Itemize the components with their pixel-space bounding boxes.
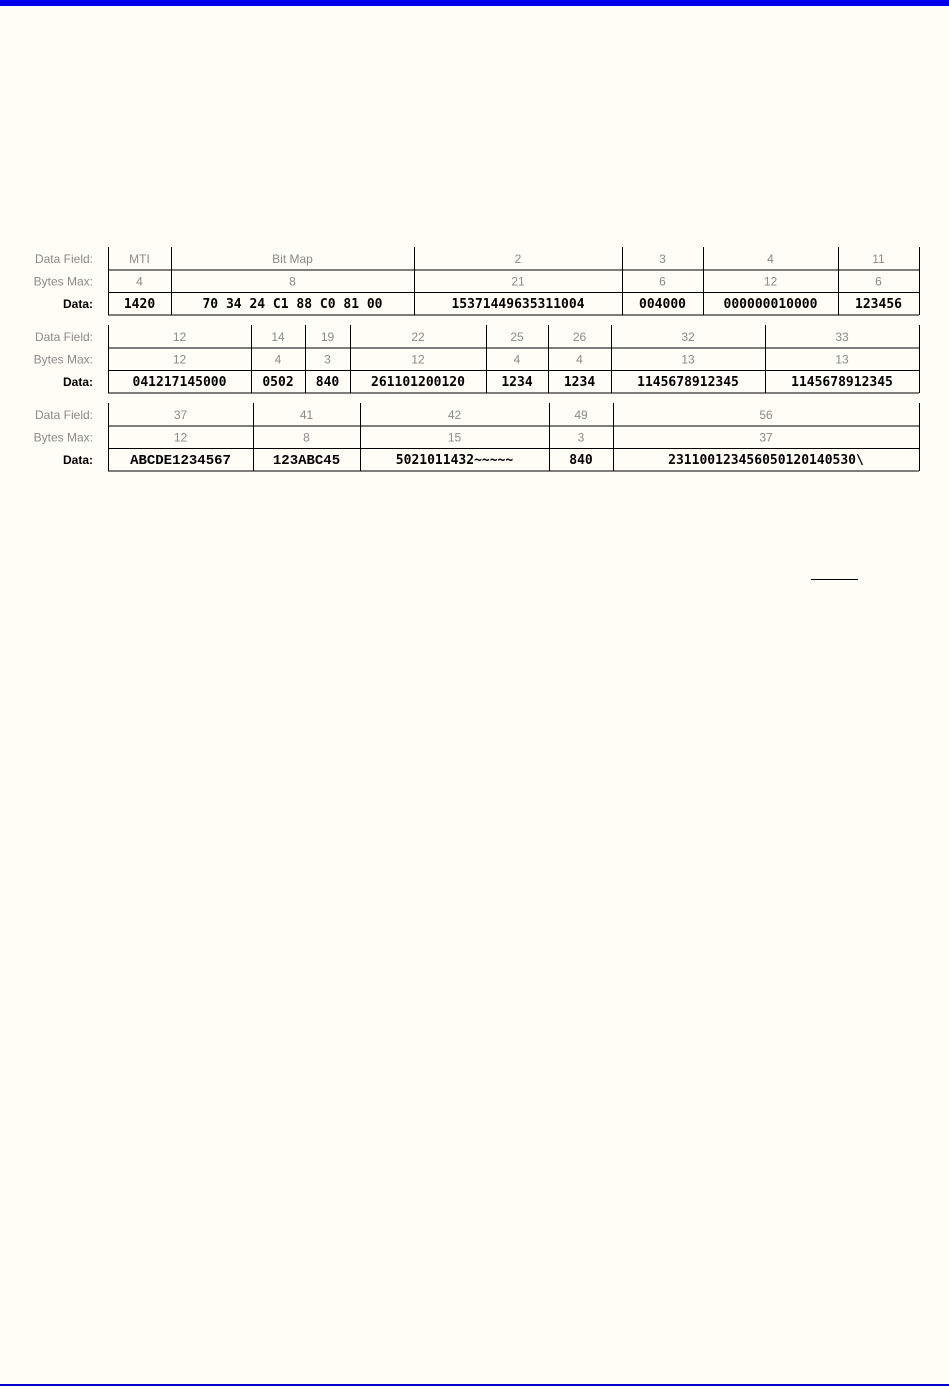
bytes-max-12: 12 — [172, 352, 187, 367]
row-label-data-field: Data Field: — [34, 252, 93, 266]
field-header-bit-map: Bit Map — [272, 252, 313, 266]
bytes-max-49: 3 — [577, 430, 585, 445]
bytes-max-11: 6 — [875, 274, 882, 289]
iso8583-message-figure — [0, 247, 949, 477]
page-bottom-rule — [0, 1384, 949, 1386]
bytes-max-32: 13 — [681, 352, 695, 367]
bytes-max-mti: 4 — [136, 274, 143, 289]
data-value-26: 1234 — [563, 375, 596, 390]
row-label-data: Data: — [62, 453, 93, 467]
data-value-37: ABCDE1234567 — [130, 453, 231, 469]
bytes-max-41: 8 — [303, 430, 310, 445]
field-header-41: 41 — [299, 408, 314, 422]
bytes-max-42: 15 — [447, 430, 462, 445]
field-header-19: 19 — [320, 330, 335, 344]
field-header-33: 33 — [835, 330, 849, 344]
data-value-3: 004000 — [639, 297, 686, 312]
data-value-4: 000000010000 — [723, 297, 818, 312]
field-header-11: 11 — [872, 252, 885, 266]
row-label-data-field: Data Field: — [34, 330, 93, 344]
bytes-max-26: 4 — [576, 352, 583, 367]
field-table-3 — [34, 403, 920, 471]
data-value-33: 1145678912345 — [791, 375, 893, 390]
bytes-max-19: 3 — [324, 352, 331, 367]
data-value-41: 123ABC45 — [272, 453, 341, 469]
field-header-14: 14 — [271, 330, 285, 344]
bytes-max-25: 4 — [513, 352, 521, 367]
field-header-56: 56 — [759, 408, 773, 422]
data-value-32: 1145678912345 — [637, 375, 739, 390]
row-label-bytes-max: Bytes Max: — [33, 274, 93, 289]
field-header-25: 25 — [510, 330, 524, 344]
data-value-14: 0502 — [262, 375, 294, 390]
data-value-mti: 1420 — [123, 297, 156, 312]
field-table-2 — [34, 325, 920, 393]
row-label-data: Data: — [62, 375, 93, 389]
bytes-max-bit-map: 8 — [289, 274, 296, 289]
field-header-12: 12 — [172, 330, 187, 344]
bytes-max-3: 6 — [659, 274, 666, 289]
bytes-max-2: 21 — [511, 274, 525, 289]
message-layout-svg — [0, 247, 949, 477]
field-header-37: 37 — [173, 408, 188, 422]
bytes-max-4: 12 — [763, 274, 778, 289]
row-label-bytes-max: Bytes Max: — [33, 352, 93, 367]
field-header-26: 26 — [572, 330, 587, 344]
field-header-42: 42 — [447, 408, 462, 422]
field-header-32: 32 — [681, 330, 695, 344]
data-value-2: 15371449635311004 — [451, 297, 585, 312]
bytes-max-37: 12 — [173, 430, 188, 445]
row-label-data: Data: — [62, 297, 93, 311]
data-value-56: 231100123456050120140530\ — [668, 453, 864, 468]
link-underline — [811, 579, 858, 580]
field-header-3: 3 — [659, 252, 666, 266]
data-value-22: 261101200120 — [371, 375, 465, 390]
field-header-mti: MTI — [129, 252, 150, 266]
page-top-rule — [0, 0, 949, 6]
field-header-2: 2 — [514, 252, 522, 266]
bytes-max-33: 13 — [835, 352, 849, 367]
field-header-22: 22 — [411, 330, 425, 344]
data-value-42: 5021011432~~~~~ — [395, 453, 514, 468]
data-value-12: 041217145000 — [132, 375, 227, 390]
field-table-1 — [34, 247, 920, 315]
field-header-49: 49 — [574, 408, 588, 422]
row-label-bytes-max: Bytes Max: — [33, 430, 93, 445]
data-value-bit-map: 70 34 24 C1 88 C0 81 00 — [202, 297, 383, 312]
data-value-19: 840 — [315, 375, 340, 390]
bytes-max-14: 4 — [274, 352, 282, 367]
data-value-11: 123456 — [855, 297, 902, 312]
field-header-4: 4 — [767, 252, 774, 266]
row-label-data-field: Data Field: — [34, 408, 93, 422]
bytes-max-56: 37 — [759, 430, 773, 445]
data-value-25: 1234 — [501, 375, 533, 390]
bytes-max-22: 12 — [411, 352, 425, 367]
data-value-49: 840 — [569, 453, 593, 468]
